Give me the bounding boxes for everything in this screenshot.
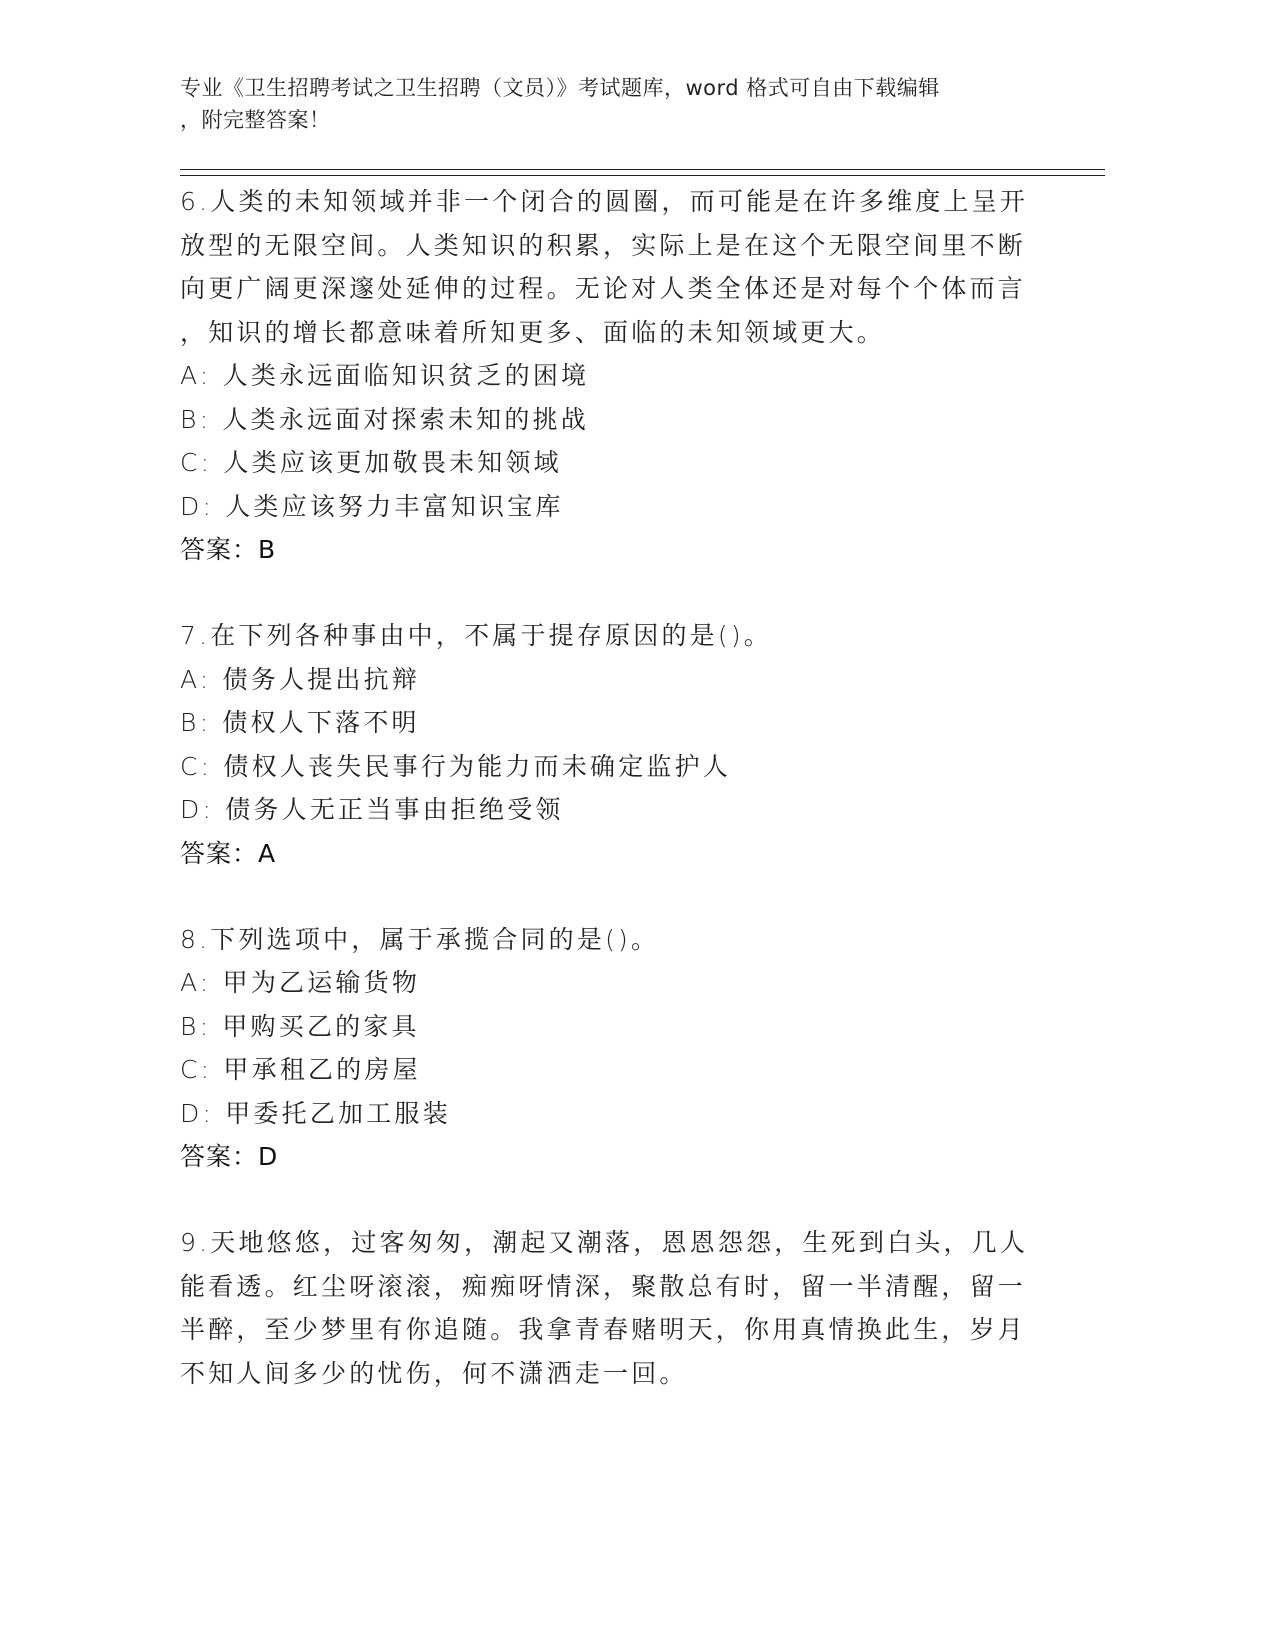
option-d: D: 债务人无正当事由拒绝受领: [180, 795, 564, 824]
question-number: 8.: [180, 924, 211, 954]
question-stem: [180, 918, 1030, 962]
option-c: C: 人类应该更加敬畏未知领域: [180, 448, 562, 477]
question-8: [180, 918, 1030, 1180]
stem-line: 向更广阔更深邃处延伸的过程。无论对人类全体还是对每个个体而言: [180, 274, 1027, 303]
answer-value: D: [258, 1142, 279, 1171]
answer-value: A: [258, 838, 277, 868]
stem-line: 在下列各种事由中，不属于提存原因的是()。: [210, 621, 772, 650]
stem-line: 下列选项中，属于承揽合同的是()。: [210, 924, 660, 954]
header-line-1: 专业《卫生招聘考试之卫生招聘（文员）》考试题库，word 格式可自由下载编辑: [180, 76, 940, 100]
stem-line: 天地悠悠，过客匆匆，潮起又潮落，恩恩怨怨，生死到白头，几人: [210, 1228, 1029, 1257]
option-b: B: 债权人下落不明: [180, 708, 420, 737]
option-d: D: 人类应该努力丰富知识宝库: [180, 491, 564, 521]
answer-line: [180, 528, 1030, 572]
option-d: D: 甲委托乙加工服装: [180, 1098, 451, 1128]
question-stem: [180, 180, 1030, 224]
option-a: A: 人类永远面临知识贫乏的困境: [180, 361, 590, 390]
option-c: C: 债权人丧失民事行为能力而未确定监护人: [180, 751, 732, 781]
question-number: 9.: [180, 1228, 211, 1257]
question-stem: [180, 614, 1030, 658]
answer-line: [180, 832, 1030, 876]
question-6: [180, 180, 1030, 572]
question-7: [180, 614, 1030, 876]
answer-value: B: [258, 535, 277, 564]
question-stem: [180, 1221, 1030, 1265]
option-b: B: 人类永远面对探索未知的挑战: [180, 404, 589, 434]
document-header: [180, 72, 1050, 136]
header-line-2: ，附完整答案！: [180, 108, 331, 132]
stem-line: ，知识的增长都意味着所知更多、面临的未知领域更大。: [180, 317, 886, 347]
stem-line: 放型的无限空间。人类知识的积累，实际上是在这个无限空间里不断: [180, 230, 1027, 260]
question-number: 6.: [180, 187, 211, 216]
option-b: B: 甲购买乙的家具: [180, 1011, 420, 1041]
option-a: A: 甲为乙运输货物: [180, 968, 421, 997]
header-divider-top: [180, 169, 1105, 170]
question-number: 7.: [180, 621, 211, 650]
stem-line: 不知人间多少的忧伤，何不潇洒走一回。: [180, 1358, 688, 1388]
question-9: [180, 1221, 1030, 1395]
option-c: C: 甲承租乙的房屋: [180, 1055, 421, 1084]
stem-line: 能看透。红尘呀滚滚，痴痴呀情深，聚散总有时，留一半清醒，留一: [180, 1271, 1027, 1301]
header-divider-bottom: [180, 175, 1105, 176]
answer-label: 答案：: [180, 838, 259, 868]
question-list: [180, 180, 1030, 1395]
option-a: A: 债务人提出抗辩: [180, 664, 421, 694]
answer-line: [180, 1135, 1030, 1179]
stem-line: 人类的未知领域并非一个闭合的圆圈，而可能是在许多维度上呈开: [210, 187, 1029, 216]
answer-label: 答案：: [180, 535, 259, 564]
answer-label: 答案：: [180, 1142, 259, 1171]
stem-line: 半醉，至少梦里有你追随。我拿青春赌明天，你用真情换此生，岁月: [180, 1315, 1027, 1344]
